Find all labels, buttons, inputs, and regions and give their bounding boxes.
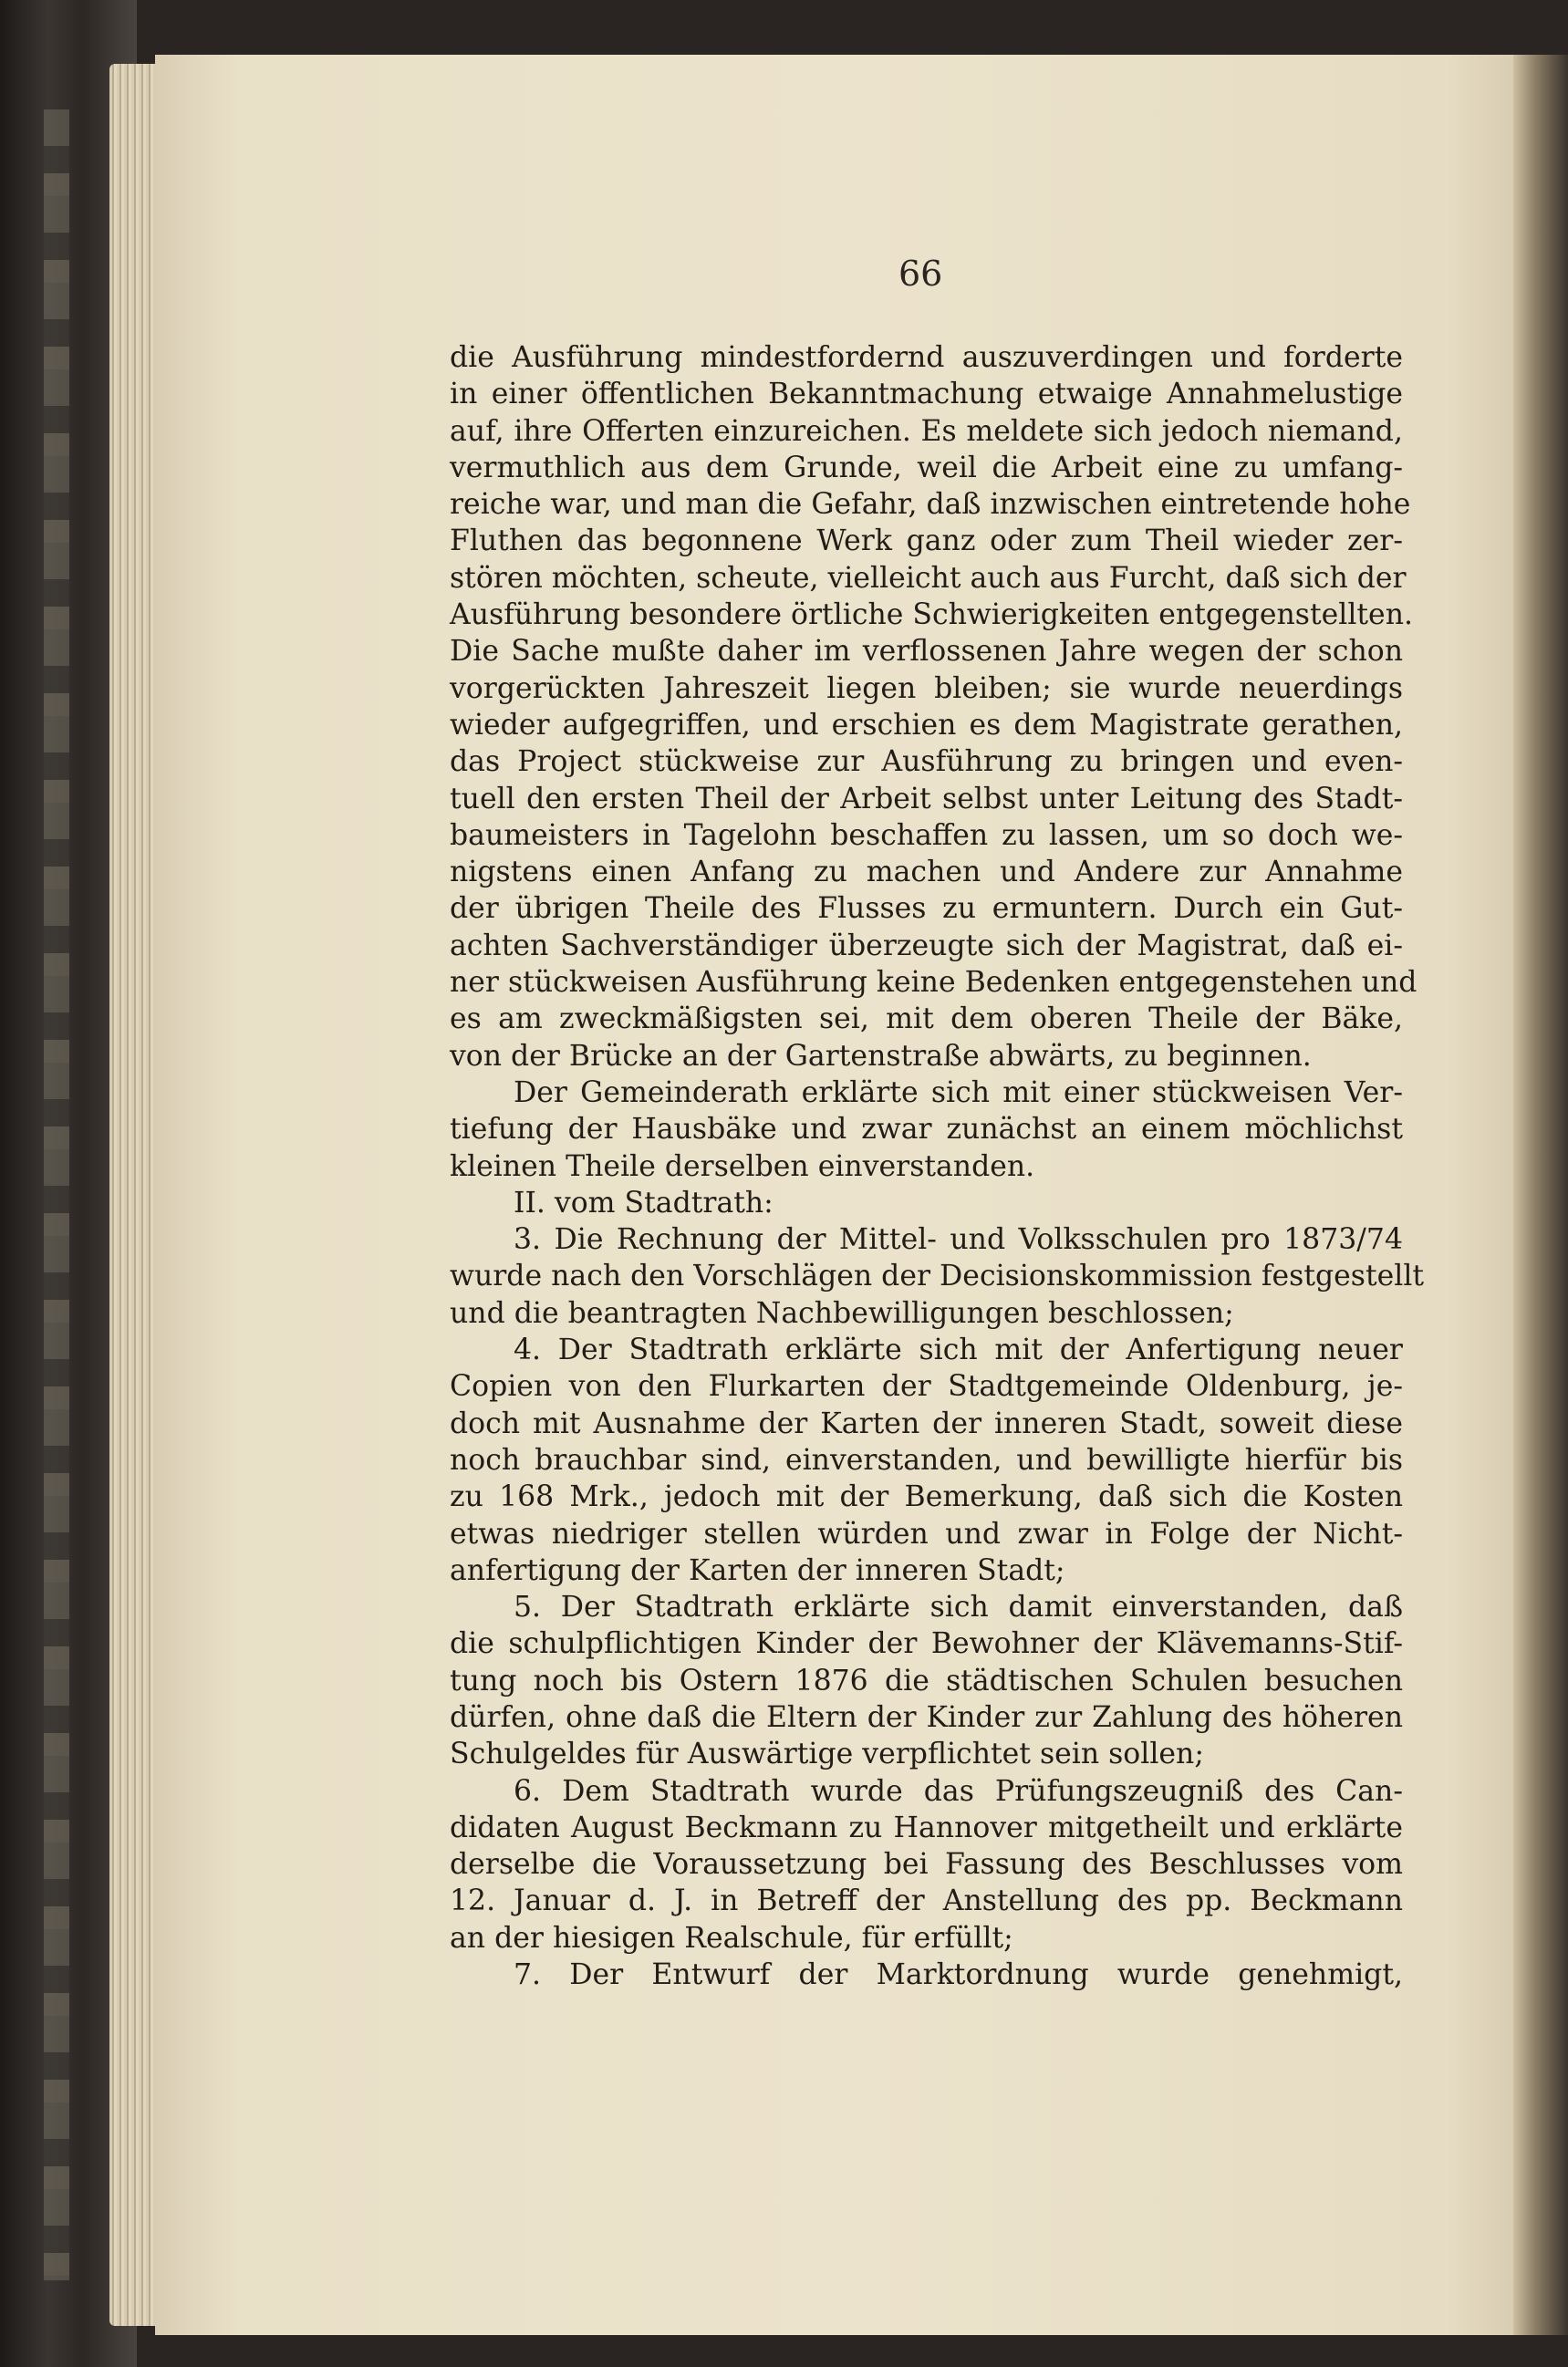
text-line: anfertigung der Karten der inneren Stadt; bbox=[450, 1553, 1065, 1587]
text-line: Schulgeldes für Auswärtige verpflichtet sein sollen; bbox=[450, 1738, 1204, 1771]
text-line: wurde nach den Vorschlägen der Decisionskommission festgestellt bbox=[450, 1260, 1425, 1293]
text-line: Fluthen das begonnene Werk ganz oder zum Theil wieder zer- bbox=[450, 524, 1403, 558]
text-line: 3. Die Rechnung der Mittel- und Volksschulen pro 1873/74 bbox=[514, 1223, 1403, 1257]
text-line: baumeisters in Tagelohn beschaffen zu lassen, um so doch we- bbox=[450, 818, 1403, 852]
page-number: 66 bbox=[898, 254, 943, 294]
text-line: noch brauchbar sind, einverstanden, und bewilligte hierfür bis bbox=[450, 1443, 1403, 1477]
page-gutter bbox=[1513, 55, 1568, 2335]
binding-strip bbox=[44, 109, 69, 2280]
text-line: vermuthlich aus dem Grunde, weil die Arbeit eine zu umfang- bbox=[450, 451, 1403, 484]
text-line: das Project stückweise zur Ausführung zu bringen und even- bbox=[450, 745, 1403, 779]
text-line: Copien von den Flurkarten der Stadtgemeinde Oldenburg, je- bbox=[450, 1370, 1403, 1404]
text-line: 6. Dem Stadtrath wurde das Prüfungszeugniß des Can- bbox=[514, 1774, 1403, 1808]
text-line: die Ausführung mindestfordernd auszuverdingen und forderte bbox=[450, 341, 1403, 374]
text-line: und die beantragten Nachbewilligungen beschlossen; bbox=[450, 1296, 1234, 1330]
text-line: tung noch bis Ostern 1876 die städtischen Schulen besuchen bbox=[450, 1664, 1403, 1697]
text-line: kleinen Theile derselben einverstanden. bbox=[450, 1149, 1035, 1183]
text-line: Die Sache mußte daher im verflossenen Jahre wegen der schon bbox=[450, 635, 1403, 669]
text-line: tuell den ersten Theil der Arbeit selbst unter Leitung des Stadt- bbox=[450, 782, 1403, 815]
text-line: nigstens einen Anfang zu machen und Andere zur Annahme bbox=[450, 856, 1403, 889]
text-line: derselbe die Voraussetzung bei Fassung des Beschlusses vom bbox=[450, 1848, 1403, 1882]
text-line: Der Gemeinderath erklärte sich mit einer stückweisen Ver- bbox=[514, 1075, 1403, 1109]
text-line: von der Brücke an der Gartenstraße abwärts, zu beginnen. bbox=[450, 1039, 1312, 1073]
text-line: 12. Januar d. J. in Betreff der Anstellung des pp. Beckmann bbox=[450, 1884, 1403, 1918]
text-line: Ausführung besondere örtliche Schwierigkeiten entgegenstellten. bbox=[450, 598, 1413, 632]
text-line: 5. Der Stadtrath erklärte sich damit einverstanden, daß bbox=[514, 1591, 1403, 1625]
text-line: reiche war, und man die Gefahr, daß inzwischen eintretende hohe bbox=[450, 488, 1411, 522]
text-line: doch mit Ausnahme der Karten der inneren Stadt, soweit diese bbox=[450, 1407, 1403, 1440]
text-line: achten Sachverständiger überzeugte sich der Magistrat, daß ei- bbox=[450, 929, 1403, 962]
text-line: auf, ihre Offerten einzureichen. Es meldete sich jedoch niemand, bbox=[450, 414, 1403, 448]
text-line: vorgerückten Jahreszeit liegen bleiben; sie wurde neuerdings bbox=[450, 671, 1403, 705]
text-line: stören möchten, scheute, vielleicht auch aus Furcht, daß sich der bbox=[450, 561, 1407, 595]
text-line: der übrigen Theile des Flusses zu ermuntern. Durch ein Gut- bbox=[450, 892, 1403, 926]
text-block bbox=[450, 339, 1425, 1993]
text-line: II. vom Stadtrath: bbox=[514, 1186, 774, 1220]
text-line: wieder aufgegriffen, und erschien es dem Magistrate gerathen, bbox=[450, 708, 1403, 742]
text-line: ner stückweisen Ausführung keine Bedenken entgegenstehen und bbox=[450, 966, 1417, 1000]
text-line: in einer öffentlichen Bekanntmachung etwaige Annahmelustige bbox=[450, 378, 1403, 411]
text-line: 4. Der Stadtrath erklärte sich mit der Anfertigung neuer bbox=[514, 1334, 1403, 1367]
text-line: 7. Der Entwurf der Marktordnung wurde genehmigt, bbox=[514, 1958, 1403, 1992]
text-line: zu 168 Mrk., jedoch mit der Bemerkung, daß sich die Kosten bbox=[450, 1480, 1403, 1514]
text-line: etwas niedriger stellen würden und zwar in Folge der Nicht- bbox=[450, 1517, 1403, 1551]
text-line: tiefung der Hausbäke und zwar zunächst an einem möchlichst bbox=[450, 1113, 1403, 1147]
text-line: dürfen, ohne daß die Eltern der Kinder zur Zahlung des höheren bbox=[450, 1700, 1403, 1734]
text-line: es am zweckmäßigsten sei, mit dem oberen Theile der Bäke, bbox=[450, 1002, 1403, 1036]
text-line: didaten August Beckmann zu Hannover mitgetheilt und erklärte bbox=[450, 1811, 1403, 1844]
text-line: die schulpflichtigen Kinder der Bewohner der Klävemanns-Stif- bbox=[450, 1627, 1403, 1661]
text-line: an der hiesigen Realschule, für erfüllt; bbox=[450, 1921, 1013, 1955]
